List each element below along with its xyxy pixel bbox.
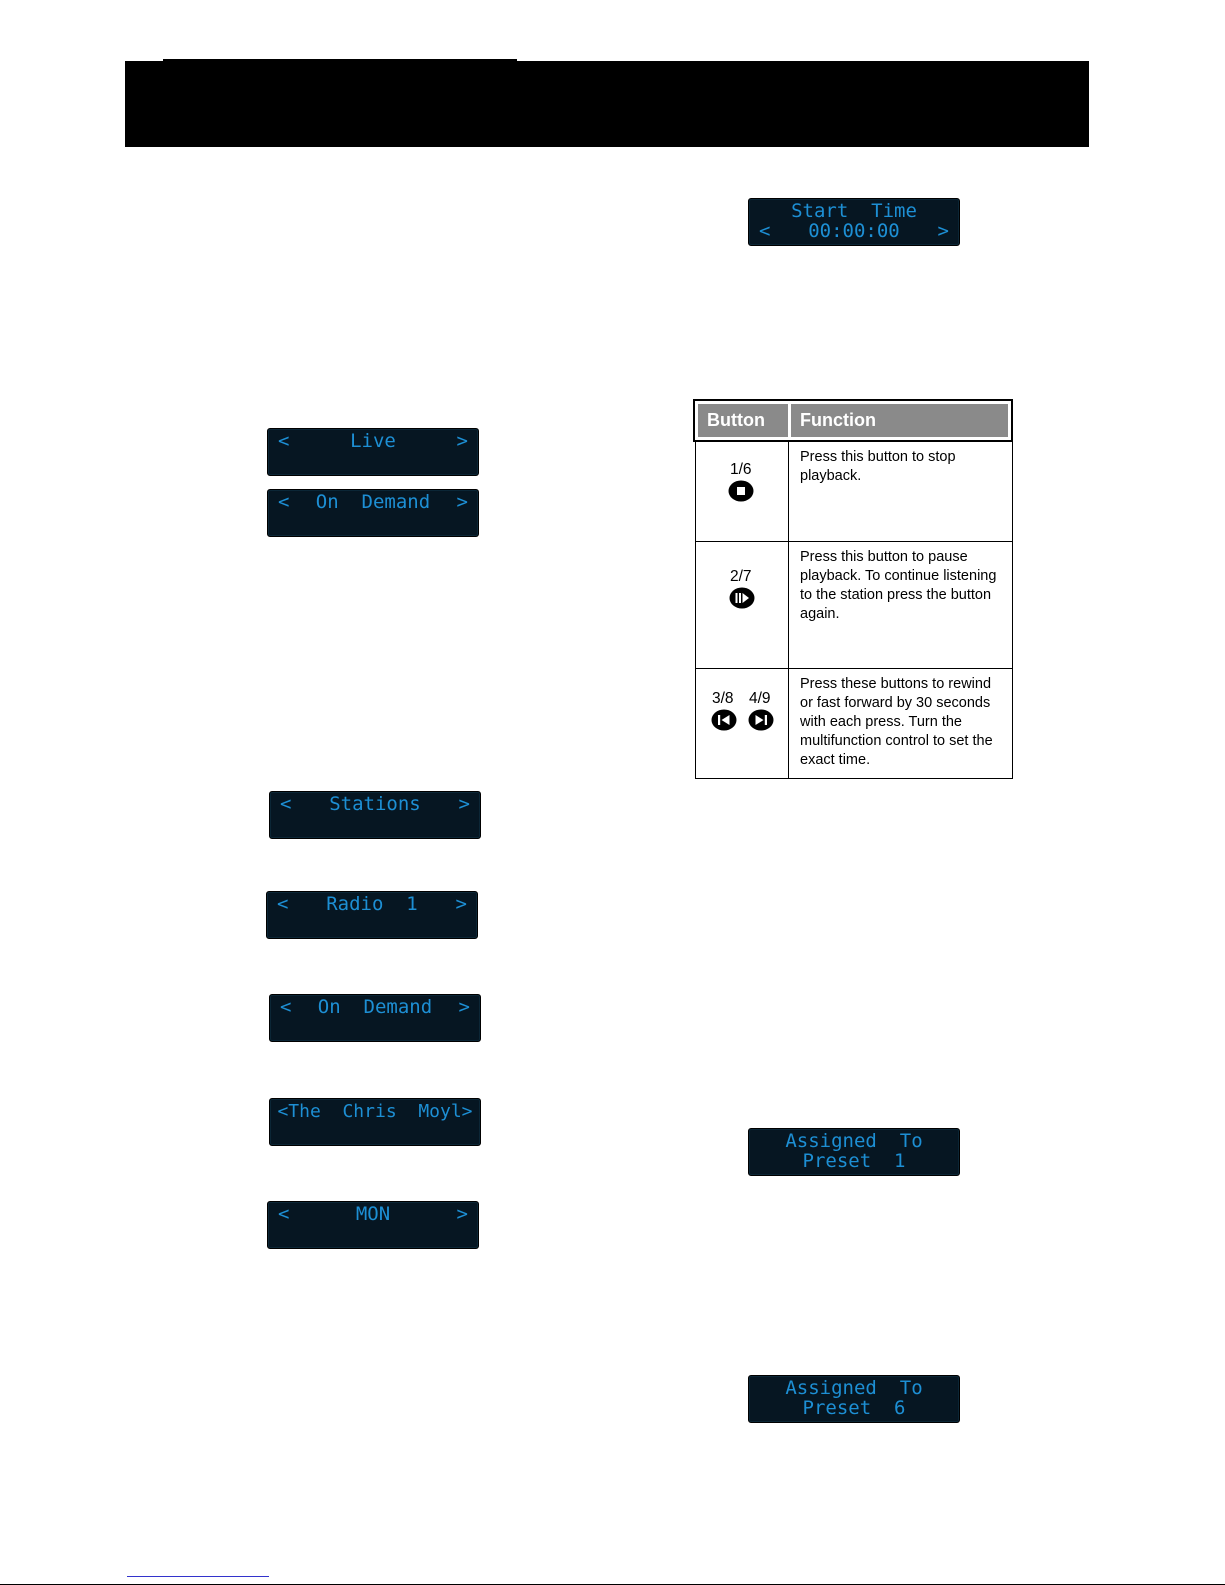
lcd-left-arrow: < [277, 893, 289, 915]
button-number: 1/6 [730, 461, 752, 478]
lcd-line1: Assigned To [785, 1130, 923, 1152]
header-function: Function [791, 404, 1008, 437]
lcd-text: <The Chris Moyl> [277, 1101, 473, 1122]
lcd-assigned-preset-6 [748, 1375, 960, 1423]
lcd-assigned-preset-1 [748, 1128, 960, 1176]
lcd-left-arrow: < [278, 491, 290, 513]
lcd-stations [269, 791, 481, 839]
play-pause-icon [729, 587, 755, 609]
fast-forward-icon [748, 709, 774, 731]
lcd-left-arrow: < [278, 430, 290, 452]
lcd-line2: 00:00:00 [808, 220, 900, 242]
button-number: 3/8 [712, 690, 734, 707]
footer-link-underline [127, 1576, 269, 1577]
page-header-bar [125, 61, 1089, 147]
rewind-icon [711, 709, 737, 731]
button-cell [696, 669, 789, 778]
lcd-left-arrow: < [280, 793, 292, 815]
lcd-text: On Demand [317, 996, 433, 1018]
lcd-left-arrow: < [280, 996, 292, 1018]
lcd-line2: Preset 6 [802, 1397, 906, 1419]
button-number: 2/7 [730, 568, 752, 585]
lcd-on-demand [269, 994, 481, 1042]
lcd-right-arrow: > [937, 220, 949, 242]
stop-icon [728, 480, 754, 502]
lcd-text: On Demand [315, 491, 431, 513]
lcd-line1: Assigned To [785, 1377, 923, 1399]
lcd-text: Stations [329, 793, 421, 815]
table-row [696, 668, 1012, 778]
function-text: Press this button to pause playback. To continue listening to the station press the button again. [800, 549, 997, 622]
function-table [695, 442, 1013, 779]
lcd-right-arrow: > [455, 893, 467, 915]
function-text: Press these buttons to rewind or fast forward by 30 seconds with each press. Turn the multifunction control to set the exact time. [800, 676, 993, 768]
lcd-right-arrow: > [456, 491, 468, 513]
lcd-line2: Preset 1 [802, 1150, 906, 1172]
lcd-text: Live [350, 430, 396, 452]
lcd-start-time [748, 198, 960, 246]
lcd-right-arrow: > [456, 430, 468, 452]
lcd-left-arrow: < [278, 1203, 290, 1225]
lcd-on-demand [267, 489, 479, 537]
lcd-right-arrow: > [458, 996, 470, 1018]
lcd-right-arrow: > [458, 793, 470, 815]
button-cell [696, 542, 789, 668]
lcd-right-arrow: > [456, 1203, 468, 1225]
lcd-text: Radio 1 [326, 893, 418, 915]
lcd-day [267, 1201, 479, 1249]
button-number: 4/9 [749, 690, 771, 707]
lcd-line1: Start Time [791, 200, 917, 222]
lcd-programme [269, 1098, 481, 1146]
function-text: Press this button to stop playback. [800, 449, 956, 484]
table-row [696, 442, 1012, 541]
button-cell [696, 442, 789, 541]
header-button: Button [698, 404, 788, 437]
lcd-left-arrow: < [759, 220, 771, 242]
table-header [693, 399, 1013, 442]
lcd-text: MON [355, 1203, 391, 1225]
table-row [696, 541, 1012, 668]
lcd-live [267, 428, 479, 476]
lcd-radio-1 [266, 891, 478, 939]
